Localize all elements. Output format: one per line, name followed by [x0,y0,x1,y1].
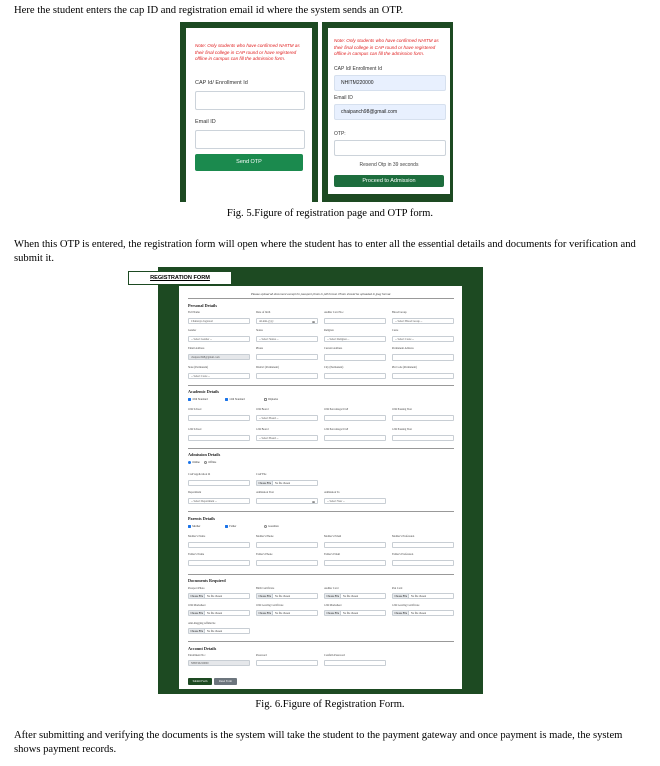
cap-id-label: CAP Id/ Enrollment Id [334,66,382,72]
father-name-label: Father's Name [188,553,205,556]
figure-5-caption: Fig. 5.Figure of registration page and OTP form. [226,208,434,219]
pct10-label: 10th Percentage/CGP [324,408,349,411]
board10-label: 10th Board [256,408,269,411]
confirm-password-input[interactable] [324,660,386,666]
board12-label: 12th Board [256,428,269,431]
divider [188,574,454,575]
school10-label: 10th School [188,408,202,411]
board10-select[interactable]: -- Select Board -- [256,415,318,421]
email-address-label: Email Address [188,347,205,350]
father-name-input[interactable] [188,560,250,566]
cap-file-label: CAP File [256,473,267,476]
department-label: Department [188,491,202,494]
parents-details-heading: Parents Details [188,516,216,521]
admission-to-label: Admission To [324,491,340,494]
anti-ragging-file[interactable]: Choose File No file chosen [188,628,250,634]
gender-select[interactable]: -- Select Gender -- [188,336,250,342]
eligibility-note: Note: Only students who have confirmed NHITM as their final college in CAP round or have registered offline in campus can fill the admission form. [334,38,439,56]
phone-input[interactable] [256,354,318,360]
state-select[interactable]: -- Select Caste -- [188,373,250,379]
submit-form-button[interactable]: Submit Form [188,678,212,685]
email-label: Email ID [195,119,216,125]
year12-input[interactable] [392,435,454,441]
school12-label: 12th School [188,428,202,431]
dob-input[interactable]: dd-mm-yyyy ▦ [256,318,318,324]
offline-radio[interactable]: Offline [204,461,216,464]
email-input[interactable]: chaipanch98@gmail.com [334,104,446,120]
leaving12-file[interactable]: Choose File No file chosen [392,610,454,616]
caste-select[interactable]: -- Select Caste -- [392,336,454,342]
aadhar-card-file[interactable]: Choose File No file chosen [324,593,386,599]
calendar-icon[interactable]: ▦ [312,320,315,324]
gender-label: Gender [188,329,197,332]
current-address-label: Current Address [324,347,343,350]
mother-profession-input[interactable] [392,542,454,548]
divider [188,641,454,642]
year10-label: 10th Passing Year [392,408,412,411]
aadhar-input[interactable] [324,318,386,324]
pincode-input[interactable] [392,373,454,379]
figure-6-caption: Fig. 6.Figure of Registration Form. [255,699,405,710]
year12-label: 12th Passing Year [392,428,412,431]
confirm-password-label: Confirm Password [324,654,345,657]
diploma-checkbox[interactable]: Diploma [264,398,278,401]
dob-label: Date of birth [256,311,271,314]
year10-input[interactable] [392,415,454,421]
mother-phone-label: Mother's Phone [256,535,274,538]
cap-id-label: CAP Id/ Enrollment Id [195,80,248,86]
district-input[interactable] [256,373,318,379]
department-select[interactable]: -- Select Department -- [188,498,250,504]
divider [188,385,454,386]
proceed-admission-button[interactable]: Proceed to Admission [334,175,444,187]
caste-label: Caste [392,329,399,332]
city-input[interactable] [324,373,386,379]
birth-certificate-file[interactable]: Choose File No file chosen [256,593,318,599]
marksheet10-file[interactable]: Choose File No file chosen [188,610,250,616]
father-checkbox[interactable]: Father [225,525,236,528]
full-name-label: Full Name [188,311,200,314]
twelfth-standard-checkbox[interactable]: 12th Standard [225,398,245,401]
passport-photo-label: Passport Photo [188,587,205,590]
reset-form-button[interactable]: Reset Form [214,678,237,685]
online-radio[interactable]: Online [188,461,200,464]
enrollment-input[interactable]: NHITM220000 [188,660,250,666]
father-phone-input[interactable] [256,560,318,566]
upload-instruction: Please upload all document except for passport photo in pdf format. Photo should be uploaded in jpeg format. [250,292,392,296]
personal-details-heading: Personal Details [188,303,217,308]
payment-paragraph: After submitting and verifying the documents is the system will take the student to the payment gateway and once payment is made, the system shows payment records. [14,730,623,755]
cap-file-input[interactable]: Choose File No file chosen [256,480,318,486]
mother-phone-input[interactable] [256,542,318,548]
resend-otp-text[interactable]: Resend Otp in 39 seconds [359,162,419,168]
father-email-label: Father's Email [324,553,341,556]
father-profession-label: Father's Profession [392,553,414,556]
email-address-input[interactable]: chaipanch98@gmail.com [188,354,250,360]
passport-photo-file[interactable]: Choose File No file chosen [188,593,250,599]
cap-id-input[interactable]: NHITM220000 [334,75,446,91]
pincode-label: Pin Code (Permanent) [392,366,417,369]
blood-group-label: Blood Group [392,311,407,314]
cap-id-input[interactable] [195,91,305,110]
calendar-icon[interactable]: ▦ [312,500,315,504]
email-label: Email ID [334,95,353,101]
board12-select[interactable]: -- Select Board -- [256,435,318,441]
mother-email-input[interactable] [324,542,386,548]
marksheet12-file[interactable]: Choose File No file chosen [324,610,386,616]
permanent-address-label: Permanent Address [392,347,414,350]
otp-card [328,28,450,194]
eligibility-note: Note: Only students who have confirmed NHITM as their final college in CAP round or have registered offline in campus can fill the admission form. [195,43,300,61]
mother-name-label: Mother's Name [188,535,206,538]
registration-form-title: REGISTRATION FORM [128,271,232,285]
aadhar-card-label: Aadhar Card [324,587,339,590]
admission-year-label: Admission Year [256,491,274,494]
father-profession-input[interactable] [392,560,454,566]
status-select[interactable]: -- Select Status -- [256,336,318,342]
admission-year-input[interactable] [256,498,318,504]
otp-input[interactable] [334,140,446,156]
full-name-input[interactable]: Chaitanya Jagtawal [188,318,250,324]
leaving10-label: 10th Leaving Certificate [256,604,284,607]
pan-card-label: Pan Card [392,587,403,590]
email-input[interactable] [195,130,305,149]
district-label: District (Permanent) [256,366,279,369]
birth-certificate-label: Birth Certificate [256,587,275,590]
mother-checkbox[interactable]: Mother [188,525,200,528]
password-input[interactable] [256,660,318,666]
divider [188,511,454,512]
state-label: State (Permanent) [188,366,209,369]
divider [188,298,454,299]
religion-label: Religion [324,329,334,332]
religion-select[interactable]: -- Select Religion -- [324,336,386,342]
password-label: Password [256,654,267,657]
marksheet12-label: 12th Marksheet [324,604,342,607]
aadhar-label: Aadhar Card No.: [324,311,344,314]
phone-label: Phone [256,347,263,350]
permanent-address-textarea[interactable] [392,354,454,361]
mother-name-input[interactable] [188,542,250,548]
otp-label: OTP: [334,131,346,137]
documents-heading: Documents Required [188,578,226,583]
school10-input[interactable] [188,415,250,421]
divider [188,448,454,449]
father-phone-label: Father's Phone [256,553,273,556]
enrollment-label: Enrollment No: [188,654,206,657]
pct10-input[interactable] [324,415,386,421]
registration-paragraph: When this OTP is entered, the registration form will open where the student has to enter all the essential details and documents for verification and submit it. [14,239,636,264]
school12-input[interactable] [188,435,250,441]
mother-email-label: Mother's Email [324,535,342,538]
mother-profession-label: Mother's Profession [392,535,415,538]
leaving10-file[interactable]: Choose File No file chosen [256,610,318,616]
admission-details-heading: Admission Details [188,452,221,457]
current-address-textarea[interactable] [324,354,386,361]
tenth-standard-checkbox[interactable]: 10th Standard [188,398,208,401]
admission-to-select[interactable]: -- Select Year -- [324,498,386,504]
cap-app-id-input[interactable] [188,480,250,486]
guardian-checkbox[interactable]: Guardian [264,525,279,528]
cap-app-id-label: CAP Application Id [188,473,211,476]
marksheet10-label: 10th Marksheet [188,604,206,607]
account-details-heading: Account Details [188,646,217,651]
academic-details-heading: Academic Details [188,389,220,394]
blood-group-select[interactable]: -- Select Blood Group -- [392,318,454,324]
registration-card [186,28,312,202]
leaving12-label: 12th Leaving Certificate [392,604,420,607]
intro-paragraph: Here the student enters the cap ID and registration email id where the system sends an OTP. [14,5,404,16]
pan-card-file[interactable]: Choose File No file chosen [392,593,454,599]
pct12-input[interactable] [324,435,386,441]
anti-ragging-label: Anti-Ragging Affidavite [188,622,216,625]
father-email-input[interactable] [324,560,386,566]
send-otp-button[interactable]: Send OTP [195,154,303,171]
status-label: Status [256,329,263,332]
city-label: City (Permanent) [324,366,344,369]
pct12-label: 12th Percentage/CGP [324,428,349,431]
